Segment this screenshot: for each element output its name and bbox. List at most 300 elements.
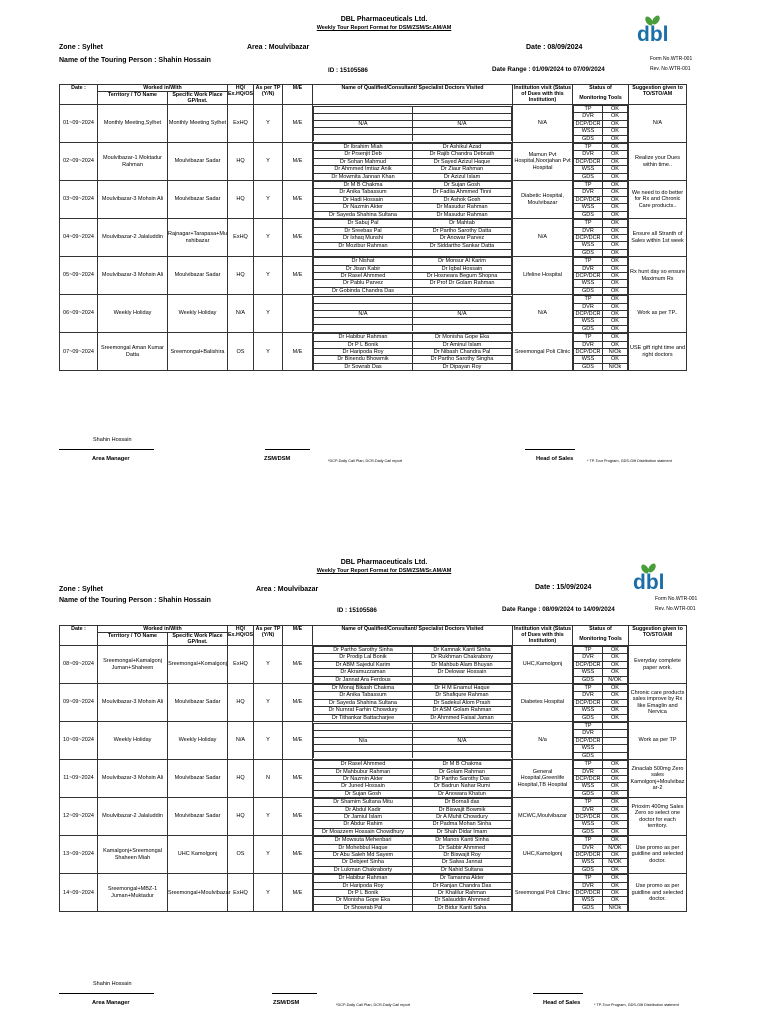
tool-status: OK <box>603 258 628 265</box>
row-work-place: Rajnagar+Tarapasa+Mu nshibazar <box>168 219 228 257</box>
tool-status: OK <box>603 790 628 797</box>
col-status-header: Status of Monitoring Tools <box>573 85 629 105</box>
tool-status: OK <box>603 775 628 782</box>
tool-status: OK <box>603 242 628 249</box>
doctor-name: Dr Nurnrat Farhin Chowdury <box>314 707 413 714</box>
row-territory: Moulvibazar-2 Jalaluddin <box>98 798 168 836</box>
row-work-place: Moulvibazar Sadar <box>168 798 228 836</box>
head-of-sales-label: Head of Sales <box>536 456 574 462</box>
row-suggestion: Work as per TP <box>629 722 687 760</box>
tool-status: OK <box>603 182 628 189</box>
doctor-name: Dr Anika Tabassum <box>314 189 413 196</box>
row-monitoring-tools <box>573 836 629 874</box>
signature-line <box>272 993 317 994</box>
doctor-name: N/A <box>314 310 413 317</box>
doctor-name <box>314 135 413 142</box>
doctor-name: Dr Bornali das <box>413 799 512 806</box>
row-monitoring-tools <box>573 105 629 143</box>
tool-status: OK <box>603 325 628 332</box>
tool-name: DCP/DCR <box>575 813 601 820</box>
doctor-name: Dr Dipayan Roy <box>413 363 512 370</box>
tour-report-table <box>59 84 687 371</box>
doctor-name: Dr Haripoda Roy <box>314 882 413 889</box>
tool-name: GDS <box>574 211 603 218</box>
tool-name: DCP/DCR <box>575 775 601 782</box>
doctor-name: Dr Masudur Rahman <box>413 211 512 218</box>
row-me: M/E <box>283 646 313 684</box>
table-row <box>60 181 687 219</box>
row-doctors <box>313 143 513 181</box>
tool-status: N/OK <box>603 676 628 683</box>
tool-name: WSS <box>574 128 603 135</box>
tool-status: OK <box>603 821 628 828</box>
row-institution: General Hospital,Greenlife Hospital,TB Hospital <box>513 760 573 798</box>
col-suggestion-header: Suggestion given to TO/STO/AM <box>629 626 687 646</box>
row-hq: N/A <box>228 722 254 760</box>
tool-status: OK <box>603 151 628 158</box>
tool-name: GDS <box>574 790 603 797</box>
doctor-name <box>413 752 512 759</box>
row-doctors <box>313 798 513 836</box>
row-work-place: Moulvibazar Sadar <box>168 257 228 295</box>
row-suggestion: Prioxim 400mg Sales Zero so select one doctor for each territory. <box>629 798 687 836</box>
doctor-name: Dr Anika Tabassum <box>314 692 413 699</box>
doctor-name: Dr Ibrahim Miah <box>314 144 413 151</box>
tool-name: TP <box>574 296 603 303</box>
row-me: M/E <box>283 143 313 181</box>
doctor-name: Dr Nazmin Akter <box>314 775 413 782</box>
tool-status: OK <box>603 707 628 714</box>
tool-name: DVR <box>574 768 603 775</box>
row-me: M/E <box>283 181 313 219</box>
row-institution: UHC,Kamolgonj <box>513 646 573 684</box>
col-doctors-header: Name of Qualified/Consultant/ Specialist Doctors Visited <box>313 626 513 646</box>
date-range: Date Range : 01/09/2024 to 07/09/2024 <box>492 66 605 73</box>
table-row <box>60 798 687 836</box>
doctor-name <box>314 106 413 113</box>
doctor-name: Dr Akramuzzaman <box>314 669 413 676</box>
doctor-name: Dr ABM Sajedul Karim <box>314 661 413 668</box>
table-row <box>60 219 687 257</box>
doctor-name <box>413 723 512 730</box>
tool-status: OK <box>603 783 628 790</box>
doctor-name: Dr Masudur Rahman <box>413 204 512 211</box>
doctor-name: Dr Sohan Mahmud <box>314 158 413 165</box>
doctor-name: Dr Rajib Chandra Debnath <box>413 151 512 158</box>
doctor-name: Dr Abdul Kadir <box>314 806 413 813</box>
tool-name: WSS <box>574 821 603 828</box>
row-institution: MCWC,Moulvibazar <box>513 798 573 836</box>
doctor-name: N/a <box>314 737 413 744</box>
doctor-name: Dr Nazmin Akter <box>314 204 413 211</box>
table-row <box>60 874 687 912</box>
row-hq: HQ <box>228 181 254 219</box>
table-row <box>60 684 687 722</box>
doctor-name: Dr Monisha Gope Eka <box>413 334 512 341</box>
tool-status: OK <box>603 806 628 813</box>
row-date: 08~09~2024 <box>60 646 98 684</box>
tool-status: OK <box>603 234 628 241</box>
tool-name: GDS <box>574 904 603 911</box>
doctor-name: Dr Lukman Chakraborty <box>314 866 413 873</box>
row-me: M/E <box>283 836 313 874</box>
row-date: 05~09~2024 <box>60 257 98 295</box>
row-date: 12~09~2024 <box>60 798 98 836</box>
tour-report-1 <box>0 0 768 470</box>
row-territory: Weekly Holiday <box>98 295 168 333</box>
doctor-name <box>413 249 512 256</box>
doctor-name: Dr Mozibur Rahman <box>314 242 413 249</box>
tool-status <box>603 723 628 730</box>
tool-name: DCP/DCR <box>575 349 601 355</box>
company-name: DBL Pharmaceuticals Ltd. <box>340 559 428 566</box>
doctor-name: Dr Moazzem Hossain Chowdhury <box>314 828 413 835</box>
doctor-name <box>413 325 512 332</box>
tool-name: WSS <box>574 859 603 866</box>
tool-status: OK <box>603 669 628 676</box>
touring-person: Name of the Touring Person : Shahin Hossain <box>59 597 211 604</box>
row-work-place: Moulvibazar Sadar <box>168 760 228 798</box>
tool-name: GDS <box>574 828 603 835</box>
tool-status: OK <box>603 851 628 858</box>
tool-name: DCP/DCR <box>575 272 601 279</box>
table-row <box>60 760 687 798</box>
row-suggestion: Ensure all Stranth of Sales within 1st week <box>629 219 687 257</box>
tool-status: OK <box>603 249 628 256</box>
row-as-per-tp: Y <box>254 722 283 760</box>
row-doctors <box>313 105 513 143</box>
row-me: M/E <box>283 333 313 371</box>
signer-name: Shahin Hossain <box>93 981 132 987</box>
tool-name: WSS <box>574 166 603 173</box>
row-territory: Kamalgonj+Sreemongal Shaheen Miah <box>98 836 168 874</box>
tool-status: OK <box>603 866 628 873</box>
row-territory: Moulvibazar-1 Moktadur Rahman <box>98 143 168 181</box>
doctor-name: Dr Salwa Jannat <box>413 859 512 866</box>
doctor-name: Dr Shamim Sultana Mitu <box>314 799 413 806</box>
row-work-place: UHC Kamolgonj <box>168 836 228 874</box>
tool-name: TP <box>574 647 603 654</box>
tool-status: OK <box>603 211 628 218</box>
tour-report-table <box>59 625 687 912</box>
doctor-name <box>413 303 512 310</box>
row-monitoring-tools <box>573 143 629 181</box>
tool-status: OK <box>603 296 628 303</box>
doctor-name: Dr Ziaur Rahman <box>413 166 512 173</box>
tool-name: GDS <box>574 325 603 332</box>
col-date-header: Date : <box>60 85 98 105</box>
row-me: M/E <box>283 219 313 257</box>
row-as-per-tp: N <box>254 760 283 798</box>
footnote-tp: * TP-Tour Program, GDS-Gift Distribution statment <box>587 459 672 463</box>
tool-status: OK <box>603 144 628 151</box>
tool-name: DCP/DCR <box>575 699 601 706</box>
row-monitoring-tools <box>573 684 629 722</box>
doctor-name <box>413 128 512 135</box>
tool-status: OK <box>603 882 628 889</box>
doctor-name: Dr Sayed Azizul Haque <box>413 158 512 165</box>
tool-name: GDS <box>574 363 603 370</box>
doctor-name <box>413 135 512 142</box>
col-place-header: Specific Work Place GP/Inst. <box>168 633 228 646</box>
table-row <box>60 333 687 371</box>
row-monitoring-tools <box>573 181 629 219</box>
tool-status: OK <box>603 220 628 227</box>
tool-status: OK <box>603 189 628 196</box>
row-date: 04~09~2024 <box>60 219 98 257</box>
doctor-name: Dr Habibur Rahman <box>314 875 413 882</box>
row-suggestion: Rx hunt day so ensure Maximum Rx <box>629 257 687 295</box>
row-territory: Moulvibazar-3 Mohsin Ali <box>98 257 168 295</box>
tool-status: OK <box>603 334 628 341</box>
doctor-name: Dr Mohebbul Haque <box>314 844 413 851</box>
tool-name: WSS <box>574 669 603 676</box>
row-hq: OS <box>228 333 254 371</box>
col-institution-header: Institution visit (Status of Dues with this Institution) <box>513 85 572 103</box>
doctor-name: Dr Badrun Nahar Rumi <box>413 783 512 790</box>
row-territory: Moulvibazar-3 Mohsin Ali <box>98 181 168 219</box>
row-monitoring-tools <box>573 722 629 760</box>
row-work-place: Moulvibazar Sadar <box>168 684 228 722</box>
company-name: DBL Pharmaceuticals Ltd. <box>340 16 428 23</box>
zsm-label: ZSM/DSM <box>264 456 291 462</box>
tool-status: OK <box>603 768 628 775</box>
doctor-name: Dr Haripoda Roy <box>314 349 413 356</box>
tool-status: OK <box>603 714 628 721</box>
tool-name: DCP/DCR <box>575 737 601 744</box>
doctor-name <box>314 303 413 310</box>
col-tp-header: As per TP (Y/N) <box>254 626 283 646</box>
report-subtitle: Weekly Tour Report Format for DSM/ZSM/Sr.AM/AM <box>316 568 452 574</box>
doctor-name <box>314 318 413 325</box>
row-monitoring-tools <box>573 798 629 836</box>
doctor-name: Dr Mahbubur Rahman <box>314 768 413 775</box>
tool-name: TP <box>574 220 603 227</box>
tool-name: TP <box>574 875 603 882</box>
doctor-name: Dr Jannat Ara Ferdous <box>314 676 413 683</box>
row-as-per-tp: Y <box>254 798 283 836</box>
doctor-name: Dr Tamanna Akter <box>413 875 512 882</box>
doctor-name: Dr Partho Sarothy Datta <box>413 227 512 234</box>
signature-line <box>265 449 310 450</box>
col-worked-header: Worked in/With <box>98 626 228 633</box>
doctor-name: Dr Delowar Hossain <box>413 669 512 676</box>
signature-line <box>533 993 583 994</box>
tool-status: OK <box>603 120 628 127</box>
row-institution: Sreemongal Poli Clinic <box>513 874 573 912</box>
col-hq-header: HQ/ Ex.HQ/OS <box>228 85 254 105</box>
tool-name: WSS <box>574 707 603 714</box>
table-row <box>60 143 687 181</box>
row-as-per-tp: Y <box>254 219 283 257</box>
report-subtitle: Weekly Tour Report Format for DSM/ZSM/Sr.AM/AM <box>316 25 452 31</box>
row-me <box>283 295 313 333</box>
tool-status: OK <box>603 113 628 120</box>
doctor-name: Dr Ashok Gosh <box>413 196 512 203</box>
row-suggestion: We need to do better for Rx and Chronic Care products.. <box>629 181 687 219</box>
doctor-name: Dr Salauddin Ahmmed <box>413 897 512 904</box>
tool-name: GDS <box>574 714 603 721</box>
row-as-per-tp: Y <box>254 684 283 722</box>
tool-status: OK <box>603 813 628 820</box>
tool-status <box>603 752 628 759</box>
row-as-per-tp: Y <box>254 257 283 295</box>
tool-name: TP <box>574 799 603 806</box>
doctor-name: Dr Kamnak Kanti Sinha <box>413 647 512 654</box>
doctor-name: Dr Sujan Gosh <box>314 790 413 797</box>
row-date: 03~09~2024 <box>60 181 98 219</box>
tool-name: DVR <box>574 806 603 813</box>
tool-status: OK <box>603 265 628 272</box>
tool-name: DVR <box>574 654 603 661</box>
tool-name: TP <box>574 723 603 730</box>
doctor-name <box>413 745 512 752</box>
row-date: 11~09~2024 <box>60 760 98 798</box>
tool-name: GDS <box>574 287 603 294</box>
footnote-dcp: *DCP-Daily Call Plan, DCR-Daily Call report <box>336 1003 411 1007</box>
signature-line <box>59 449 154 450</box>
row-as-per-tp: Y <box>254 143 283 181</box>
tool-name: DVR <box>574 265 603 272</box>
revision-number: Rev. No.WTR-001 <box>655 606 696 612</box>
row-work-place: Sreemongal+Komalgonj <box>168 646 228 684</box>
row-me: M/E <box>283 874 313 912</box>
doctor-name: Dr Debjeet Sinha <box>314 859 413 866</box>
doctor-name: Dr Jamiul Islam <box>314 813 413 820</box>
row-hq: N/A <box>228 295 254 333</box>
doctor-name: N/A <box>413 737 512 744</box>
col-territory-header: Territory / TO Name <box>98 633 168 646</box>
doctor-name: Dr M B Chakma <box>413 761 512 768</box>
tool-status: OK <box>603 135 628 142</box>
row-date: 09~09~2024 <box>60 684 98 722</box>
doctor-name: Dr Mowmita Jannan Khan <box>314 173 413 180</box>
row-doctors <box>313 646 513 684</box>
tool-status: OK <box>603 661 628 668</box>
tool-name: DCP/DCR <box>575 661 601 668</box>
tool-status: OK <box>603 828 628 835</box>
row-institution: Sreemongal Poli Clinic <box>513 333 573 371</box>
tool-name: TP <box>574 106 603 113</box>
doctor-name: Dr Hadi Hossain <box>314 196 413 203</box>
tool-name: DVR <box>574 692 603 699</box>
doctor-name <box>413 318 512 325</box>
col-worked-header: Worked in/With <box>98 85 228 92</box>
tool-name: WSS <box>574 242 603 249</box>
doctor-name <box>314 730 413 737</box>
col-status-header: Status of Monitoring Tools <box>573 626 629 646</box>
col-doctors-header: Name of Qualified/Consultant/ Specialist Doctors Visited <box>313 85 513 105</box>
doctor-name: Dr Sreebas Pal <box>314 227 413 234</box>
doctor-name: Dr ASM Golam Rahman <box>413 707 512 714</box>
row-monitoring-tools <box>573 646 629 684</box>
doctor-name: Dr Shah Didar Imam <box>413 828 512 835</box>
doctor-name <box>314 249 413 256</box>
row-as-per-tp: Y <box>254 874 283 912</box>
row-doctors <box>313 874 513 912</box>
area-label: Area : Moulvibazar <box>256 586 319 593</box>
area-label: Area : Moulvibazar <box>247 44 310 51</box>
table-row <box>60 646 687 684</box>
doctor-name: Dr Ishaq Munshi <box>314 235 413 242</box>
row-institution: N/A <box>513 219 573 257</box>
row-as-per-tp: Y <box>254 295 283 333</box>
tool-name: DCP/DCR <box>575 234 601 241</box>
row-hq: HQ <box>228 143 254 181</box>
doctor-name: Dr Sabbir Ahmmed <box>413 844 512 851</box>
row-territory: Moulvibazar-3 Mohsin Ali <box>98 760 168 798</box>
doctor-name: Dr Biswajit Roy <box>413 851 512 858</box>
row-institution: Diabetic Hospital, Moulvibazar <box>513 181 573 219</box>
form-number: Form No.WTR-001 <box>650 56 693 62</box>
tool-name: WSS <box>574 745 603 752</box>
doctor-name: Dr Monsur Al Karim <box>413 258 512 265</box>
row-date: 02~09~2024 <box>60 143 98 181</box>
doctor-name: Dr Binendu Bhowmik <box>314 356 413 363</box>
report-date: Date : 08/09/2024 <box>526 44 583 51</box>
doctor-name: Dr Biswajit Bowmik <box>413 806 512 813</box>
tool-status: OK <box>603 310 628 317</box>
row-hq: HQ <box>228 760 254 798</box>
head-of-sales-label: Head of Sales <box>543 1000 581 1006</box>
tool-name: TP <box>574 685 603 692</box>
doctor-name: N/A <box>413 310 512 317</box>
row-territory: Moulvibazar-3 Mohsin Ali <box>98 684 168 722</box>
row-work-place: Moulvibazar Sadar <box>168 181 228 219</box>
doctor-name: Dr Siddartho Sankar Datta <box>413 242 512 249</box>
svg-text:dbl: dbl <box>637 23 669 46</box>
tool-name: DVR <box>574 882 603 889</box>
row-date: 01~09~2024 <box>60 105 98 143</box>
col-institution-header: Institution visit (Status of Dues with this Institution) <box>513 626 572 644</box>
doctor-name: Dr Manos Kanti Sinha <box>413 837 512 844</box>
doctor-name: Dr Hosneara Begum Shopna <box>413 272 512 279</box>
doctor-name <box>314 745 413 752</box>
doctor-name: Dr Sayeda Shahina Sultana <box>314 211 413 218</box>
doctor-name: Dr Khalilur Rahman <box>413 890 512 897</box>
doctor-name: Dr Padma Mohan Sinha <box>413 821 512 828</box>
doctor-name: Dr Fadiia Ahmmed Tinni <box>413 189 512 196</box>
row-hq: HQ <box>228 257 254 295</box>
row-as-per-tp: Y <box>254 105 283 143</box>
row-institution: N/A <box>513 105 573 143</box>
tool-name: TP <box>574 334 603 341</box>
row-suggestion: Use promo as per guidline and selected doctor. <box>629 836 687 874</box>
row-hq: HQ <box>228 684 254 722</box>
tool-name: DCP/DCR <box>575 196 601 203</box>
doctor-name: Dr Mowsuta Mehenbari <box>314 837 413 844</box>
row-as-per-tp: Y <box>254 646 283 684</box>
doctor-name <box>413 113 512 120</box>
doctor-name: Dr Azizul Islam <box>413 173 512 180</box>
tool-status: OK <box>603 173 628 180</box>
row-doctors <box>313 295 513 333</box>
doctor-name: Dr Abu Saleh Md Sayem <box>314 851 413 858</box>
tool-status: N/OK <box>603 844 628 851</box>
col-territory-header: Territory / TO Name <box>98 92 168 105</box>
table-row <box>60 105 687 143</box>
doctor-name: Dr Gobinda Chandra Das <box>314 287 413 294</box>
doctor-name: Dr Prsenjit Deb <box>314 151 413 158</box>
row-work-place: Sreemongal+Moulvibazar <box>168 874 228 912</box>
tool-status: OK <box>603 280 628 287</box>
row-work-place: Monthly Meeting Sylhet <box>168 105 228 143</box>
tool-status: OK <box>603 318 628 325</box>
doctor-name: Dr Ranjan Chandra Das <box>413 882 512 889</box>
tool-status: OK <box>603 890 628 897</box>
tool-name: DCP/DCR <box>575 310 601 317</box>
doctor-name: Dr Anowara Khatun <box>413 790 512 797</box>
